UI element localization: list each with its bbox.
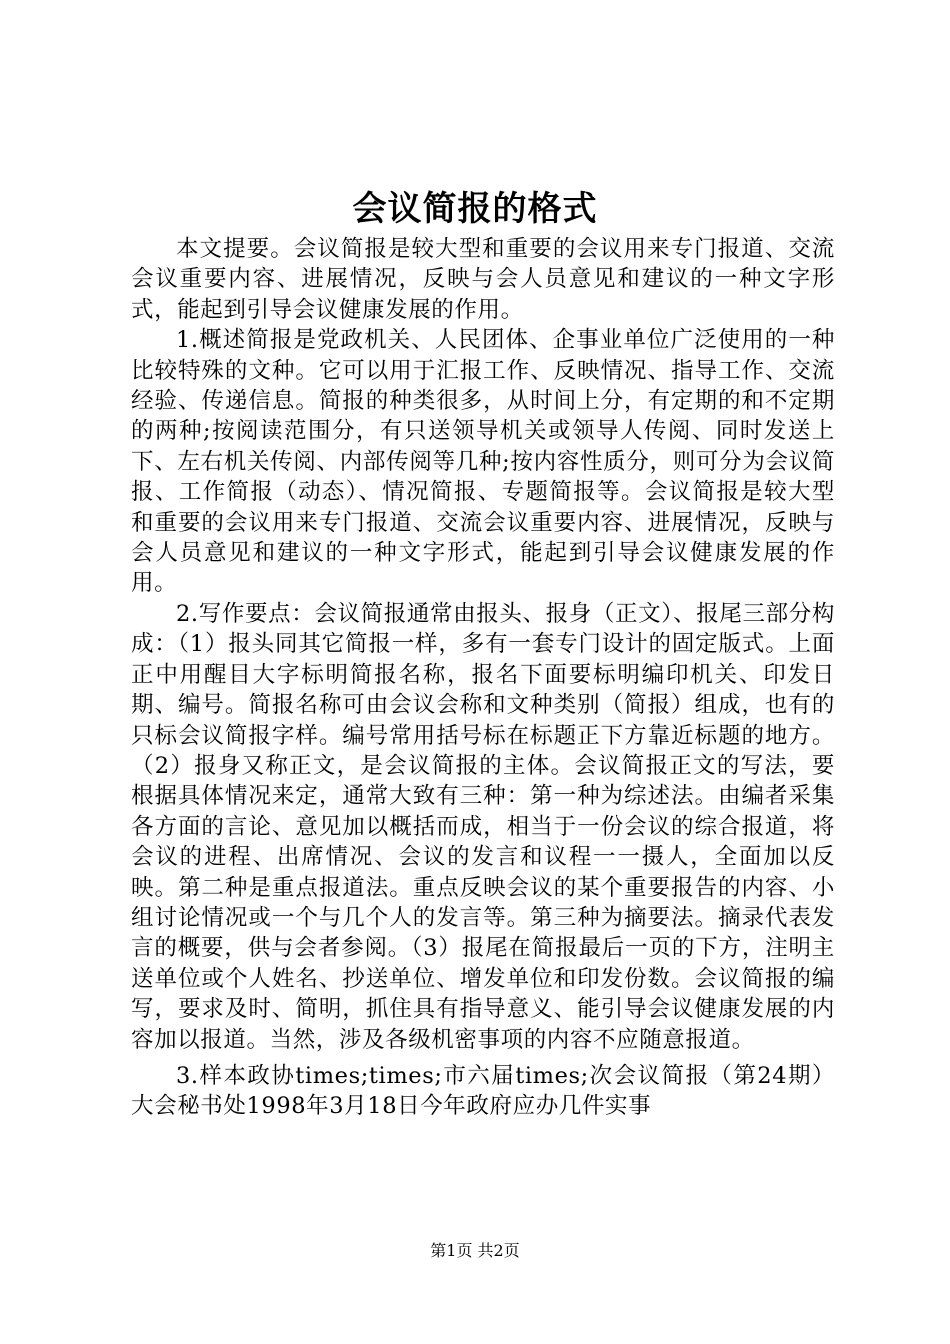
document-body (131, 234, 835, 1122)
document-title: 会议简报的格式 (352, 189, 598, 229)
page-number-footer: 第1页 共2页 (430, 1241, 520, 1260)
paragraph-overview: 1.概述简报是党政机关、人民团体、企事业单位广泛使用的一种比较特殊的文种。它可以用于汇报工作、反映情况、指导工作、交流经验、传递信息。简报的种类很多，从时间上分，有定期的和不定期的两种;按阅读范围分，有只送领导机关或领导人传阅、同时发送上下、左右机关传阅、内部传阅等几种;按内容性质分，则可分为会议简报、工作简报（动态）、情况简报、专题简报等。会议简报是较大型和重要的会议用来专门报道、交流会议重要内容、进展情况，反映与会人员意见和建议的一种文字形式，能起到引导会议健康发展的作用。 (131, 327, 835, 597)
paragraph-abstract: 本文提要。会议简报是较大型和重要的会议用来专门报道、交流会议重要内容、进展情况，反映与会人员意见和建议的一种文字形式，能起到引导会议健康发展的作用。 (131, 236, 835, 323)
paragraph-sample: 3.样本政协times;times;市六届times;次会议简报（第24期）大会秘书处1998年3月18日今年政府应办几件实事 (131, 1062, 835, 1120)
paragraph-writing-points: 2.写作要点：会议简报通常由报头、报身（正文）、报尾三部分构成：（1）报头同其它简报一样，多有一套专门设计的固定版式。上面正中用醒目大字标明简报名称，报名下面要标明编印机关、印发日期、编号。简报名称可由会议会称和文种类别（简报）组成，也有的只标会议简报字样。编号常用括号标在标题正下方靠近标题的地方。（2）报身又称正文，是会议简报的主体。会议简报正文的写法，要根据具体情况来定，通常大致有三种：第一种为综述法。由编者采集各方面的言论、意见加以概括而成，相当于一份会议的综合报道，将会议的进程、出席情况、会议的发言和议程一一摄人，全面加以反映。第二种是重点报道法。重点反映会议的某个重要报告的内容、小组讨论情况或一个与几个人的发言等。第三种为摘要法。摘录代表发言的概要，供与会者参阅。（3）报尾在简报最后一页的下方，注明主送单位或个人姓名、抄送单位、增发单位和印发份数。会议简报的编写，要求及时、简明，抓住具有指导意义、能引导会议健康发展的内容加以报道。当然，涉及各级机密事项的内容不应随意报道。 (131, 600, 835, 1053)
